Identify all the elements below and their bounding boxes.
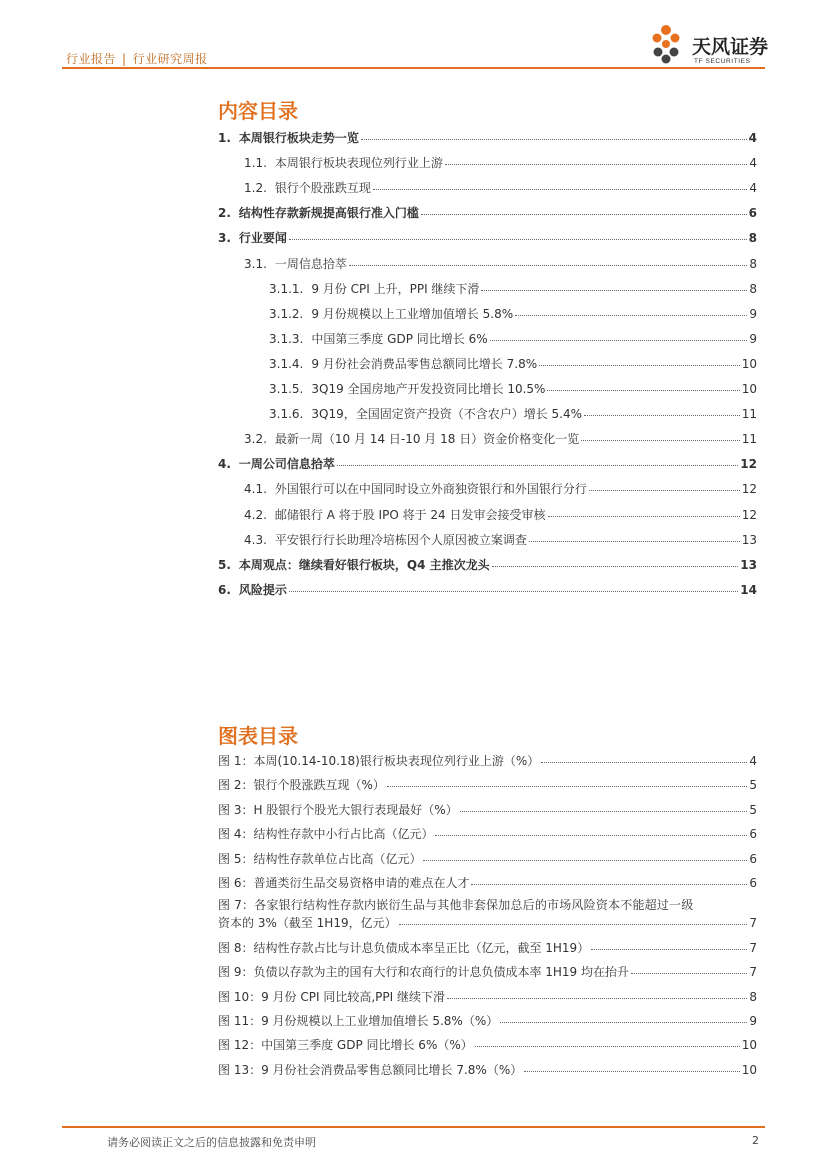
figure-entry-page: 9 xyxy=(749,1014,757,1028)
toc-entry-title: 邮储银行 A 将于股 IPO 将于 24 日发审会接受审核 xyxy=(274,507,546,522)
toc-dot-leader xyxy=(548,506,740,517)
figure-entry[interactable] xyxy=(218,896,757,932)
logo-flower-icon xyxy=(648,22,692,68)
toc-entry-number: 3.1.1. xyxy=(269,281,304,296)
toc-dot-leader xyxy=(584,405,740,416)
toc-dot-leader xyxy=(581,430,740,441)
figures-title: 图表目录 xyxy=(218,724,298,748)
toc-entry-number: 5. xyxy=(218,557,231,572)
figure-entry-page: 10 xyxy=(741,1038,757,1053)
figure-dot-leader xyxy=(591,939,747,950)
toc-entry-page: 12 xyxy=(740,457,757,472)
toc-entry-number: 3.1.6. xyxy=(269,407,304,422)
toc-entry-page: 9 xyxy=(749,306,757,321)
toc-entry-page: 4 xyxy=(749,181,757,196)
figure-dot-leader xyxy=(423,850,747,861)
toc-entry-page: 13 xyxy=(741,532,757,547)
subcategory-label: 行业研究周报 xyxy=(132,52,208,66)
figure-entry-title: 图 3：H 股银行个股光大银行表现最好（%） xyxy=(218,802,458,817)
toc-entry[interactable] xyxy=(269,306,757,322)
toc-entry-title: 平安银行行长助理冷培栋因个人原因被立案调查 xyxy=(274,532,527,547)
figure-entry-page: 7 xyxy=(749,965,757,980)
toc-entry[interactable] xyxy=(269,281,757,297)
toc-dot-leader xyxy=(481,280,747,291)
toc-entry-number: 3.1.3. xyxy=(269,331,304,346)
page-number: 2 xyxy=(752,1134,759,1147)
toc-entry-number: 3.1.4. xyxy=(269,356,304,371)
toc-entry[interactable] xyxy=(218,456,757,472)
figure-dot-leader xyxy=(631,963,747,974)
figure-dot-leader xyxy=(447,988,747,999)
toc-entry-number: 1. xyxy=(218,131,231,145)
toc-dot-leader xyxy=(337,455,738,466)
figure-dot-leader xyxy=(500,1012,747,1023)
page-header xyxy=(0,0,827,72)
toc-entry[interactable] xyxy=(244,507,757,523)
figure-entry-page: 10 xyxy=(741,1062,757,1077)
figure-entry[interactable] xyxy=(218,777,757,793)
figure-dot-leader xyxy=(460,801,747,812)
figure-entry-page: 5 xyxy=(749,778,757,793)
toc-entry-number: 6. xyxy=(218,582,231,597)
toc-dot-leader xyxy=(361,129,747,140)
figure-entry-title: 图 10：9 月份 CPI 同比较高,PPI 继续下滑 xyxy=(218,989,445,1004)
toc-entry-page: 12 xyxy=(741,482,757,497)
toc-entry[interactable] xyxy=(244,431,757,447)
figure-entry[interactable] xyxy=(218,1062,757,1078)
toc-dot-leader xyxy=(445,154,747,165)
figure-dot-leader xyxy=(399,914,748,925)
toc-dot-leader xyxy=(515,305,747,316)
toc-entry-page: 9 xyxy=(749,331,757,346)
toc-entry-page: 8 xyxy=(749,281,757,296)
toc-entry-number: 4.3. xyxy=(244,532,267,547)
toc-entry-page: 11 xyxy=(741,432,757,447)
figure-dot-leader xyxy=(387,776,747,787)
toc-dot-leader xyxy=(289,229,747,240)
figure-entry[interactable] xyxy=(218,964,757,980)
figure-entry[interactable] xyxy=(218,851,757,867)
toc-entry[interactable] xyxy=(244,155,757,171)
toc-entry[interactable] xyxy=(269,406,757,422)
header-divider xyxy=(62,67,765,69)
figure-entry-page: 4 xyxy=(749,754,757,768)
figure-entry[interactable] xyxy=(218,753,757,769)
toc-entry-page: 4 xyxy=(749,156,757,171)
figure-entry-title: 图 6：普通类衍生品交易资格申请的难点在人才 xyxy=(218,876,470,890)
toc-entry-number: 1.1. xyxy=(244,156,267,171)
figure-entry[interactable] xyxy=(218,989,757,1005)
toc-entry[interactable] xyxy=(218,557,757,573)
toc-entry-number: 3.1.5. xyxy=(269,382,304,396)
figure-entry[interactable] xyxy=(218,802,757,818)
report-category xyxy=(66,50,208,67)
figure-entry-page: 5 xyxy=(749,802,757,817)
figure-entry-page: 6 xyxy=(749,851,757,866)
figure-dot-leader xyxy=(435,825,747,836)
figure-entry-title: 图 4：结构性存款中小行占比高（亿元） xyxy=(218,827,434,842)
figure-entry-page: 7 xyxy=(749,916,757,931)
footer-divider xyxy=(62,1126,765,1128)
toc-entry-page: 8 xyxy=(749,256,757,271)
figure-entry[interactable] xyxy=(218,1013,757,1029)
toc-entry-title: 一周公司信息拾萃 xyxy=(238,457,335,472)
toc-dot-leader xyxy=(490,330,747,341)
toc-entry[interactable] xyxy=(269,381,757,397)
toc-entry-number: 3.1. xyxy=(244,256,267,271)
toc-entry-title: 风险提示 xyxy=(238,582,287,597)
toc-entry-page: 4 xyxy=(748,131,757,145)
figure-entry-page: 7 xyxy=(749,940,757,955)
toc-entry-title: 9 月份规模以上工业增加值增长 5.8% xyxy=(311,306,514,321)
toc-entry[interactable] xyxy=(218,205,757,221)
toc-entry-title: 一周信息拾萃 xyxy=(274,256,347,271)
toc-entry[interactable] xyxy=(218,582,757,598)
figure-dot-leader xyxy=(475,1036,740,1047)
toc-dot-leader xyxy=(421,204,747,215)
toc-entry[interactable] xyxy=(244,180,757,196)
toc-entry[interactable] xyxy=(244,481,757,497)
toc-dot-leader xyxy=(589,480,740,491)
toc-entry-title: 本周银行板块走势一览 xyxy=(238,131,359,145)
figure-entry-title: 图 2：银行个股涨跌互现（%） xyxy=(218,778,385,793)
figure-dot-leader xyxy=(541,752,747,763)
toc-entry-number: 4.1. xyxy=(244,482,267,497)
figure-entry-title: 图 1：本周(10.14-10.18)银行板块表现位列行业上游（%） xyxy=(218,754,540,768)
figure-entry[interactable] xyxy=(218,826,757,842)
figure-entry-title: 图 9：负债以存款为主的国有大行和农商行的计息负债成本率 1H19 均在抬升 xyxy=(218,965,630,980)
figure-entry-title: 图 5：结构性存款单位占比高（亿元） xyxy=(218,851,422,866)
toc-entry-title: 9 月份社会消费品零售总额同比增长 7.8% xyxy=(311,356,538,371)
toc-entry-title: 本周银行板块表现位列行业上游 xyxy=(274,156,443,171)
toc-entry[interactable] xyxy=(218,130,757,146)
figure-dot-leader xyxy=(524,1061,739,1072)
toc-entry[interactable] xyxy=(269,356,757,372)
toc-dot-leader xyxy=(289,581,738,592)
figure-dot-leader xyxy=(471,874,747,885)
toc-entry-title: 本周观点：继续看好银行板块，Q4 主推次龙头 xyxy=(238,557,490,572)
toc-entry-page: 10 xyxy=(741,382,757,396)
toc-dot-leader xyxy=(547,380,739,391)
toc-entry-page: 8 xyxy=(748,231,757,246)
toc-entry-title: 3Q19 全国房地产开发投资同比增长 10.5% xyxy=(311,382,546,396)
toc-entry-number: 3.1.2. xyxy=(269,306,304,321)
logo-english-name: TF SECURITIES xyxy=(694,58,751,65)
figure-entry-continuation xyxy=(218,914,757,932)
figure-entry-page: 6 xyxy=(749,876,757,890)
toc-entry-number: 3. xyxy=(218,231,231,246)
toc-entry-title: 最新一周（10 月 14 日-10 月 18 日）资金价格变化一览 xyxy=(274,432,580,447)
toc-entry-number: 4.2. xyxy=(244,507,267,522)
toc-entry-title: 银行个股涨跌互现 xyxy=(274,181,371,196)
company-logo xyxy=(648,22,778,68)
toc-entry-number: 3.2. xyxy=(244,432,267,447)
toc-entry-page: 13 xyxy=(740,557,757,572)
toc-entry-title: 9 月份 CPI 上升，PPI 继续下滑 xyxy=(311,281,480,296)
toc-entry-page: 11 xyxy=(741,407,757,422)
toc-dot-leader xyxy=(539,355,740,366)
figure-entry-title: 图 8：结构性存款占比与计息负债成本率呈正比（亿元，截至 1H19） xyxy=(218,940,590,955)
figure-entry[interactable] xyxy=(218,1037,757,1053)
figure-entry-title: 图 12：中国第三季度 GDP 同比增长 6%（%） xyxy=(218,1038,473,1053)
toc-entry-number: 4. xyxy=(218,457,231,472)
toc-entry-page: 10 xyxy=(741,356,757,371)
figure-entry[interactable] xyxy=(218,940,757,956)
toc-entry-title: 外国银行可以在中国同时设立外商独资银行和外国银行分行 xyxy=(274,482,587,497)
toc-entry-title: 3Q19，全国固定资产投资（不含农户）增长 5.4% xyxy=(311,407,583,422)
logo-chinese-name: 天风证券 xyxy=(692,36,769,58)
toc-entry[interactable] xyxy=(218,230,757,246)
toc-entry-page: 12 xyxy=(741,507,757,522)
toc-dot-leader xyxy=(529,531,740,542)
figure-entry-title: 图 11：9 月份规模以上工业增加值增长 5.8%（%） xyxy=(218,1014,499,1028)
figure-entry-title: 图 13：9 月份社会消费品零售总额同比增长 7.8%（%） xyxy=(218,1062,523,1077)
toc-entry-title: 中国第三季度 GDP 同比增长 6% xyxy=(311,331,488,346)
figure-entry-title: 图 7：各家银行结构性存款内嵌衍生品与其他非套保加总后的市场风险资本不能超过一级 xyxy=(218,898,694,913)
toc-entry-number: 2. xyxy=(218,206,231,221)
toc-entry[interactable] xyxy=(244,256,757,272)
toc-entry[interactable] xyxy=(269,331,757,347)
toc-entry-number: 1.2. xyxy=(244,181,267,196)
toc-dot-leader xyxy=(492,556,739,567)
toc-entry-title: 结构性存款新规提高银行准入门槛 xyxy=(238,206,419,221)
figure-entry-title-cont: 资本的 3%（截至 1H19，亿元） xyxy=(218,916,397,931)
toc-dot-leader xyxy=(349,255,747,266)
toc-dot-leader xyxy=(373,179,747,190)
figure-entry[interactable] xyxy=(218,875,757,891)
toc-entry-title: 行业要闻 xyxy=(238,231,287,246)
figure-entry-page: 6 xyxy=(749,827,757,842)
footer-disclaimer: 请务必阅读正文之后的信息披露和免责申明 xyxy=(107,1136,316,1149)
toc-entry-page: 14 xyxy=(740,582,757,597)
figure-entry-page: 8 xyxy=(749,989,757,1004)
contents-title: 内容目录 xyxy=(218,99,298,123)
category-label: 行业报告 xyxy=(66,52,117,66)
header-separator: | xyxy=(122,52,127,66)
toc-entry-page: 6 xyxy=(748,206,757,221)
toc-entry[interactable] xyxy=(244,532,757,548)
